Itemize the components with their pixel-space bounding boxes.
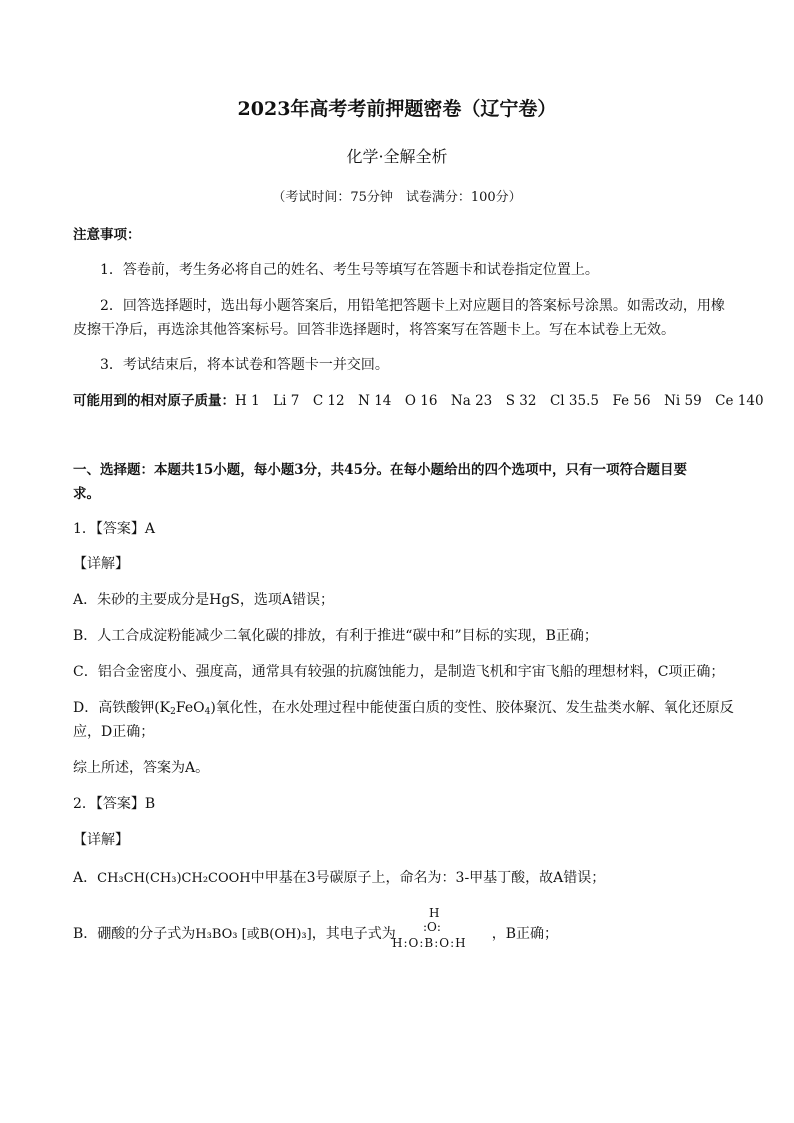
boric-acid-electron-structure bbox=[392, 906, 480, 952]
q2-a-formula: CH₃CH(CH₃)CH₂COOH bbox=[97, 871, 251, 886]
q1-answer: 1．【答案】A bbox=[73, 521, 156, 537]
q1-d-prefix: D．高铁酸钾(K bbox=[73, 700, 171, 716]
q1-d-suffix: )氧化性，在水处理过程中能使蛋白质的变性、胶体聚沉、发生盐类水解、氧化还原反 bbox=[210, 700, 734, 716]
page-subtitle: 化学·全解全析 bbox=[346, 147, 448, 166]
q2-b-prefix: B．硼酸的分子式为 bbox=[73, 926, 196, 942]
q1-option-b: B．人工合成淀粉能减少二氧化碳的排放，有利于推进“碳中和”目标的实现，B正确； bbox=[73, 628, 598, 644]
struct-mid-o: :O: bbox=[423, 920, 441, 934]
note-2: 2．回答选择题时，选出每小题答案后，用铅笔把答题卡上对应题目的答案标号涂黑。如需改动，用橡 bbox=[100, 298, 725, 314]
section-heading: 一、选择题：本题共15小题，每小题3分，共45分。在每小题给出的四个选项中，只有一项符合题目要 bbox=[73, 462, 687, 478]
atomic-mass-values: H 1 Li 7 C 12 N 14 O 16 Na 23 S 32 Cl 35.5 Fe 56 Ni 59 Ce 140 bbox=[235, 393, 764, 409]
page-title: 2023年高考考前押题密卷（辽宁卷） bbox=[237, 98, 557, 120]
q2-option-a bbox=[73, 869, 605, 888]
note-3: 3．考试结束后，将本试卷和答题卡一并交回。 bbox=[100, 357, 389, 373]
q1-option-d-continued: 应，D正确； bbox=[73, 724, 155, 740]
q1-option-d bbox=[73, 699, 734, 717]
atomic-mass-line bbox=[73, 392, 764, 410]
q1-detail-label: 【详解】 bbox=[73, 556, 129, 572]
q1-d-mid: FeO bbox=[175, 700, 205, 716]
note-2-continued: 皮擦干净后，再选涂其他答案标号。回答非选择题时，将答案写在答题卡上。写在本试卷上无效。 bbox=[73, 322, 675, 338]
notes-heading: 注意事项： bbox=[73, 227, 141, 243]
note-1: 1．答卷前，考生务必将自己的姓名、考生号等填写在答题卡和试卷指定位置上。 bbox=[100, 262, 599, 278]
q2-b-formula: H₃BO₃ [或B(OH)₃] bbox=[195, 927, 312, 942]
struct-top-h: H bbox=[429, 906, 440, 920]
q1-option-c: C．铝合金密度小、强度高，通常具有较强的抗腐蚀能力，是制造飞机和宇宙飞船的理想材料，C项正确； bbox=[73, 664, 725, 680]
q2-a-suffix: 中甲基在3号碳原子上，命名为：3-甲基丁酸，故A错误； bbox=[250, 870, 606, 886]
q1-summary: 综上所述，答案为A。 bbox=[73, 760, 210, 776]
q1-d-sub1: 2 bbox=[170, 707, 176, 717]
q1-option-a: A．朱砂的主要成分是HgS，选项A错误； bbox=[73, 592, 334, 608]
struct-row: H:O:B:O:H bbox=[392, 936, 467, 950]
section-heading-continued: 求。 bbox=[73, 486, 100, 502]
q1-d-sub2: 4 bbox=[204, 707, 211, 717]
q2-a-prefix: A． bbox=[73, 870, 98, 886]
q2-b-suffix: ，B正确； bbox=[491, 926, 558, 942]
exam-info: （考试时间：75分钟 试卷满分：100分） bbox=[272, 190, 522, 205]
atomic-mass-label: 可能用到的相对原子质量： bbox=[73, 393, 235, 409]
q2-detail-label: 【详解】 bbox=[73, 832, 129, 848]
q2-answer: 2．【答案】B bbox=[73, 796, 156, 812]
q2-b-mid: ，其电子式为 bbox=[311, 926, 396, 942]
q2-option-b bbox=[73, 925, 558, 944]
